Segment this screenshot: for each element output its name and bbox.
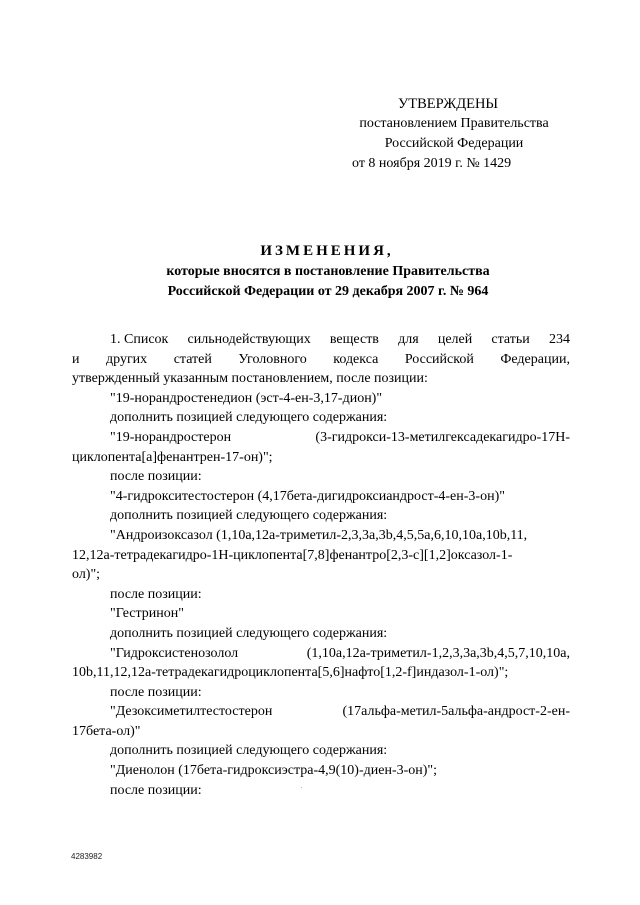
approval-authority: Российской Федерации: [384, 136, 524, 151]
document-body: [72, 330, 570, 800]
body-line: 1. Список сильнодействующих веществ для целей статьи 234: [110, 332, 570, 347]
body-line: после позиции:: [110, 684, 202, 700]
body-line: дополнить позицией следующего содержания:: [110, 743, 388, 759]
body-line: дополнить позицией следующего содержания:: [110, 410, 388, 426]
substance-new-entry: 12,12а-тетрадекагидро-1Н-циклопента[7,8]фенантро[2,3-с][1,2]оксазол-1-: [72, 547, 513, 563]
body-line: дополнить позицией следующего содержания:: [110, 508, 388, 524]
title-subtitle-line-2: Российской Федерации от 29 декабря 2007 г. № 964: [167, 284, 489, 299]
substance-new-entry: "Андроизоксазол (1,10а,12а-триметил-2,3,3а,3b,4,5,5а,6,10,10а,10b,11,: [110, 527, 528, 543]
substance-position: 17бета-ол)": [72, 723, 141, 739]
substance-new-entry: "Гидроксистенозолол (1,10а,12а-триметил-1,2,3,3а,3b,4,5,7,10,10а,: [110, 645, 570, 661]
substance-new-entry: циклопента[а]фенантрен-17-он)";: [72, 449, 273, 465]
body-line: после позиции:: [110, 469, 202, 485]
document-title: [0, 240, 640, 302]
substance-position: "Гестринон": [110, 606, 184, 622]
approval-decree: постановлением Правительства: [359, 116, 549, 131]
body-line: дополнить позицией следующего содержания:: [110, 625, 388, 641]
substance-new-entry: 10b,11,12,12а-тетрадекагидроциклопента[5,6]нафто[1,2-f]индазол-1-ол)";: [72, 665, 509, 681]
substance-position: "19-норандростенедион (эст-4-ен-3,17-дион)": [110, 390, 383, 406]
title-subtitle-line-1: которые вносятся в постановление Правительства: [166, 264, 490, 279]
body-line: утвержденный указанным постановлением, после позиции:: [72, 371, 428, 387]
substance-new-entry: "Диенолон (17бета-гидроксиэстра-4,9(10)-диен-3-он)";: [110, 763, 438, 779]
body-line: и других статей Уголовного кодекса Российской Федерации,: [72, 351, 570, 367]
approval-heading: УТВЕРЖДЕНЫ: [398, 96, 499, 112]
substance-new-entry: "19-норандростерон (3-гидрокси-13-метилгексадекагидро-17Н-: [110, 429, 570, 445]
approval-date-number: от 8 ноября 2019 г. № 1429: [352, 156, 512, 171]
scan-speck: [301, 787, 302, 788]
substance-position: "Дезоксиметилтестостерон (17альфа-метил-5альфа-андрост-2-ен-: [110, 704, 570, 720]
body-line: после позиции:: [110, 586, 202, 602]
title-heading: ИЗМЕНЕНИЯ,: [260, 243, 394, 259]
document-number: 4283982: [71, 852, 103, 861]
substance-new-entry: ол)";: [72, 567, 101, 583]
approval-stamp: [340, 94, 568, 174]
substance-position: "4-гидрокситестостерон (4,17бета-дигидроксиандрост-4-ен-3-он)": [110, 488, 505, 504]
body-line: после позиции:: [110, 782, 202, 798]
